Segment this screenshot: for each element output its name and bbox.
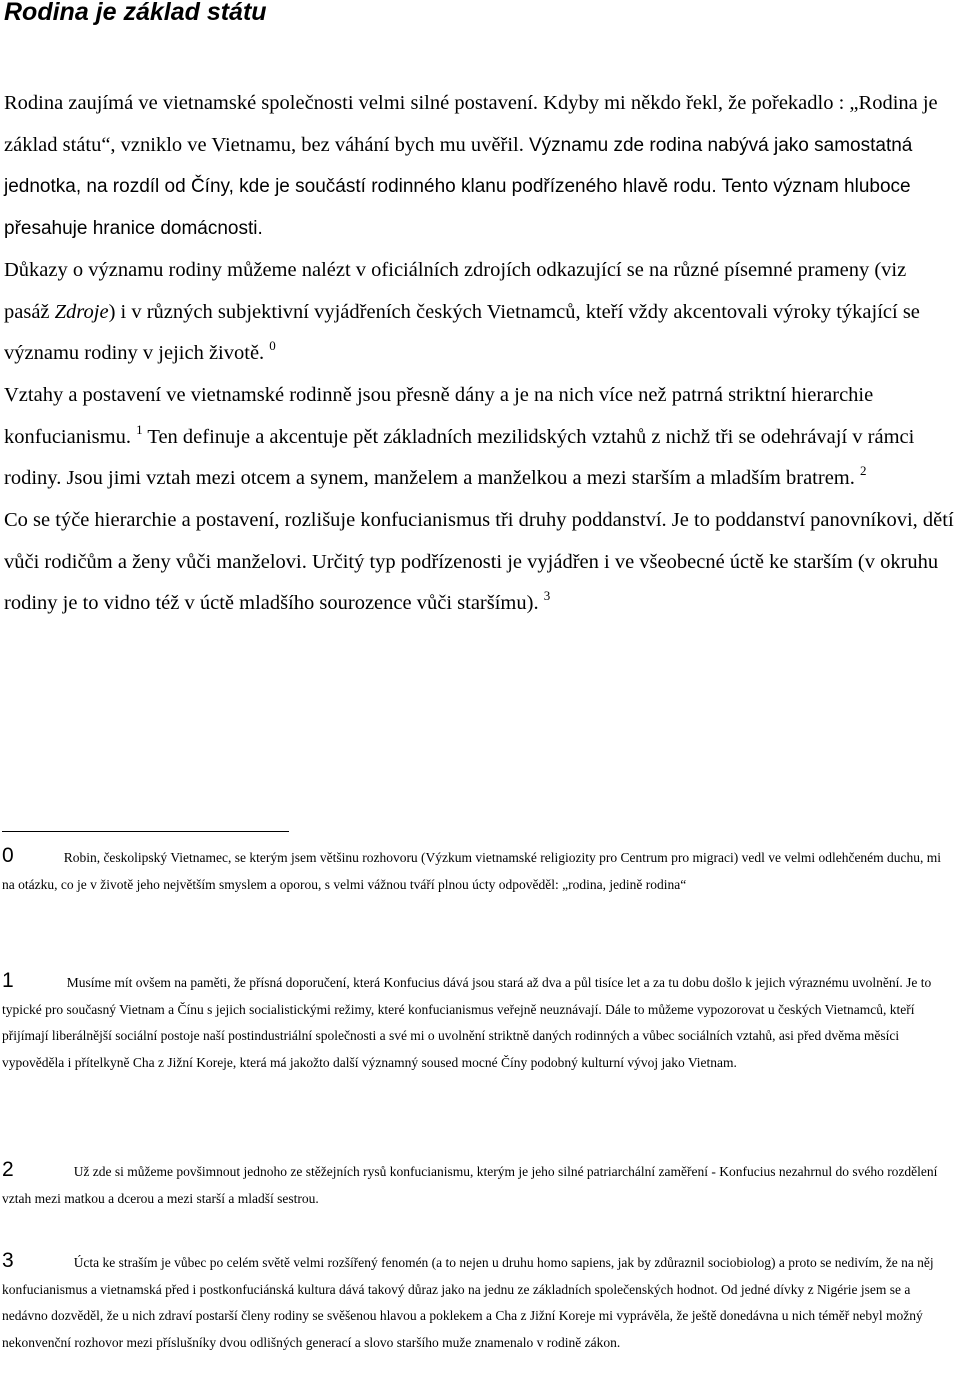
paragraph-1b: Významu zde rodina nabývá jako samostatná jednotka, na rozdíl od Číny, kde je součástí rodinného klanu podřízeného hlavě rodu. Tento význam hluboce přesahuje hranice domácnosti. xyxy=(4,134,913,240)
paragraph-1a: Rodina zaujímá ve vietnamské společnosti velmi silné postavení. Kdyby mi někdo řekl, že pořekadlo : „Rodina je základ státu“, vzniklo ve Vietnamu, bez váhání bych mu uvěřil. xyxy=(4,92,938,156)
paragraph-4: Co se týče hierarchie a postavení, rozlišuje konfucianismus tři druhy poddanství. Je to poddanství panovníkovi, dětí vůči rodičům a ženy vůči manželovi. Určitý typ podřízenosti je vyjádřen i ve všeobecné úctě ke starším (v okruhu rodiny je to vidno též v úctě mladšího sourozence vůči staršímu). xyxy=(4,509,954,615)
footnote-ref-3[interactable]: 3 xyxy=(543,588,551,604)
footnote-text: Už zde si můžeme povšimnout jednoho ze stěžejních rysů konfucianismu, kterým je jeho silné patriarchální zaměření - Konfucius nezahrnul do svého rozdělení vztah mezi matkou a dcerou a mezi starší a mladší sestrou. xyxy=(2,1164,938,1206)
footnote-number: 0 xyxy=(2,844,14,867)
footnote-0 xyxy=(2,843,957,898)
footnote-number: 3 xyxy=(2,1249,14,1272)
footnote-text: Musíme mít ovšem na paměti, že přísná doporučení, která Konfucius dává jsou stará až dva a půl tisíce let a za tu dobu došlo k jejich výraznému uvolnění. Je to typické pro současný Vietnam a Čínu s jejich socialistickými režimy, které konfucianismus veřejně neuznávají. Dále to můžeme vypozorovat u českých Vietnamců, kteří přijímají liberálnější sociální postoje naší postindustriální společnosti a své mi o uvolnění striktně daných rodinných a vůbec sociálních vztahů, asi před dvěma měsíci vypověděla i přítelkyně Cha z Jižní Koreje, která má jakožto další významný soused mocné Číny podobný kulturní vývoj jako Vietnam. xyxy=(2,975,932,1070)
footnote-1 xyxy=(2,968,957,1076)
footnote-number: 1 xyxy=(2,969,14,992)
footnote-separator xyxy=(2,831,289,832)
main-text xyxy=(4,83,954,625)
document-title: Rodina je základ státu xyxy=(4,0,267,26)
footnote-number: 2 xyxy=(2,1158,14,1181)
footnote-ref-1[interactable]: 1 xyxy=(136,421,143,437)
footnote-3 xyxy=(2,1248,957,1356)
paragraph-2a: Důkazy o významu rodiny můžeme nalézt v oficiálních zdrojích odkazující se na různé písemné prameny (viz pasáž xyxy=(4,258,907,323)
paragraph-3a: Vztahy a postavení ve vietnamské rodinně jsou přesně dány a je na nich více než patrná striktní hierarchie konfucianismu. xyxy=(4,383,874,448)
footnote-text: Robin, českolipský Vietnamec, se kterým jsem většinu rozhovoru (Výzkum vietnamské religiozity pro Centrum pro migraci) vedl ve velmi odlehčeném duchu, mi na otázku, co je v životě jeho největším smyslem a oporou, s velmi vážnou tváří plnou úcty odpověděl: „rodina, jedině rodina“ xyxy=(2,850,942,892)
footnote-ref-0[interactable]: 0 xyxy=(269,338,276,354)
footnote-2 xyxy=(2,1157,957,1212)
sources-reference: Zdroje xyxy=(54,300,109,323)
footnote-text: Úcta ke straším je vůbec po celém světě velmi rozšířený fenomén (a to nejen u druhu homo sapiens, jak by zdůraznil sociobiolog) a proto se nedivím, že na něj konfucianismus a vietnamská před i postkonfuciánská kultura dává takový důraz jako na jednu ze základních společenských hodnot. Od jedné dívky z Nigérie jsem se a nedávno dozvěděl, že u nich zdraví postarší členy rodiny se svěšenou hlavou a poklekem a Cha z Jižní Koreje mi vyprávěla, že ještě donedávna u nich téměř nebyl možný nekonvenční rozhovor mezi příslušníky dvou odlišných generací a slovo staršího muže znamenalo v rodině zákon. xyxy=(2,1255,934,1350)
footnote-ref-2[interactable]: 2 xyxy=(860,463,867,479)
paragraph-2b: ) i v různých subjektivní vyjádřeních českých Vietnamců, kteří vždy akcentovali výroky týkající se významu rodiny v jejich životě. xyxy=(4,300,920,365)
paragraph-3b: Ten definuje a akcentuje pět základních mezilidských vztahů z nichž tři se odehrávají v rámci rodiny. Jsou jimi vztah mezi otcem a synem, manželem a manželkou a mezi starším a mladším bratrem. xyxy=(4,425,915,490)
